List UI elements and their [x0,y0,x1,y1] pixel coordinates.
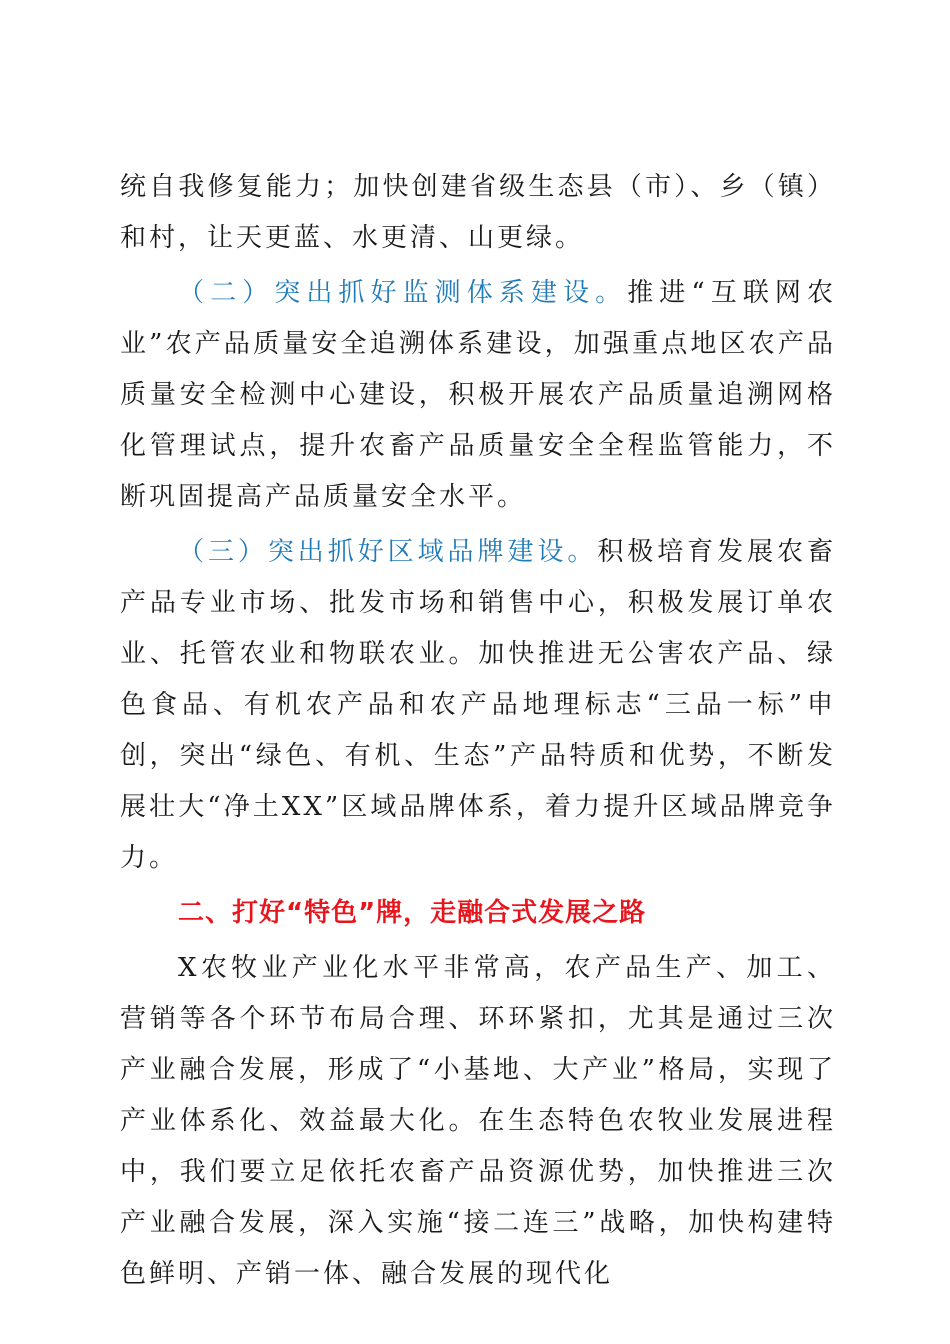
paragraph-text: X农牧业产业化水平非常高，农产品生产、加工、营销等各个环节布局合理、环环紧扣，尤其是通过三次产业融合发展，形成了“小基地、大产业”格局，实现了产业体系化、效益最大化。在生态特色农牧业发展进程中，我们要立足依托农畜产品资源优势，加快推进三次产业融合发展，深入实施“接二连三”战略，加快构建特色鲜明、产销一体、融合发展的现代化 [120,953,836,1289]
paragraph-monitoring-system [120,268,836,523]
paragraph-text: 积极培育发展农畜产品专业市场、批发市场和销售中心，积极发展订单农业、托管农业和物联农业。加快推进无公害农产品、绿色食品、有机农产品和农产品地理标志“三品一标”申创，突出“绿色、有机、生态”产品特质和优势，不断发展壮大“净土XX”区域品牌体系，着力提升区域品牌竞争力。 [120,537,836,873]
sub-heading-monitoring: （二）突出抓好监测体系建设。 [178,278,628,308]
paragraph-text: 推进“互联网农业”农产品质量安全追溯体系建设，加强重点地区农产品质量安全检测中心建设，积极开展农产品质量追溯网格化管理试点，提升农畜产品质量安全全程监管能力，不断巩固提高产品质量安全水平。 [120,278,836,512]
sub-heading-regional-brand: （三）突出抓好区域品牌建设。 [178,537,598,567]
paragraph-integrated-development [120,943,836,1300]
paragraph-regional-brand [120,527,836,884]
paragraph-text: 统自我修复能力；加快创建省级生态县（市）、乡（镇）和村，让天更蓝、水更清、山更绿。 [120,172,836,253]
paragraph-continued [120,162,836,264]
section-heading: 二、打好“特色”牌，走融合式发展之路 [178,898,647,928]
document-body [120,162,836,1300]
